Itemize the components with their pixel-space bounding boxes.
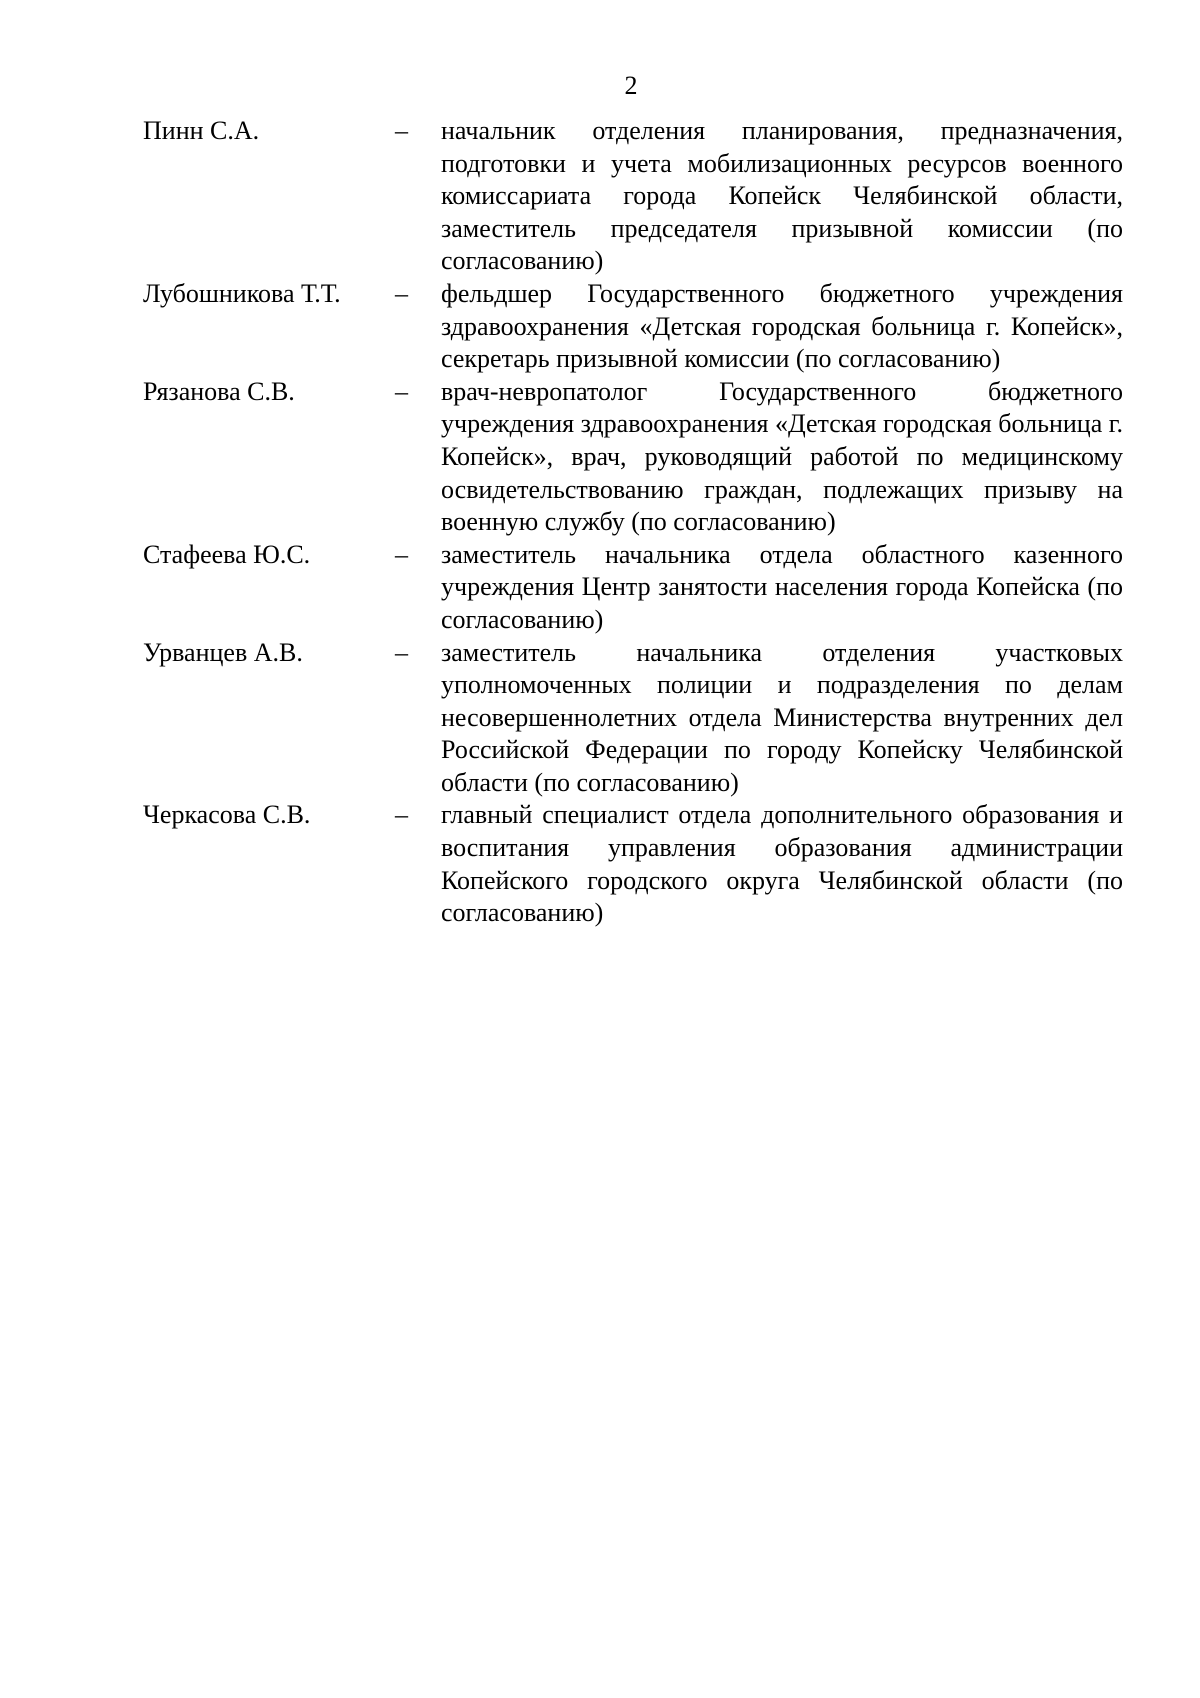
member-name: Рязанова С.В.: [143, 376, 295, 406]
member-name: Пинн С.А.: [143, 116, 260, 145]
member-dash: –: [395, 637, 408, 667]
member-role: фельдшер Государственного бюджетного учреждения здравоохранения «Детская городская больница г. Копейск», секретарь призывной комиссии (по согласованию): [441, 278, 1123, 374]
member-role: заместитель начальника отделения участковых уполномоченных полиции и подразделения по делам несовершеннолетних отдела Министерства внутренних дел Российской Федерации по городу Копейску Челябинской области (по согласованию): [441, 637, 1123, 797]
member-dash: –: [395, 278, 408, 308]
member-role: заместитель начальника отдела областного казенного учреждения Центр занятости населения города Копейска (по согласованию): [441, 539, 1123, 634]
member-dash: –: [395, 800, 408, 830]
member-name: Урванцев А.В.: [143, 637, 303, 667]
member-row: [143, 376, 1123, 539]
member-row: [143, 278, 1123, 376]
member-role: начальник отделения планирования, предназначения, подготовки и учета мобилизационных ресурсов военного комиссариата города Копейск Челябинской области, заместитель председателя призывной комиссии (по согласованию): [441, 116, 1123, 276]
member-row: [143, 637, 1123, 800]
member-dash: –: [395, 376, 408, 406]
member-role: главный специалист отдела дополнительного образования и воспитания управления образования администрации Копейского городского округа Челябинской области (по согласованию): [441, 800, 1123, 928]
page-number: 2: [624, 71, 638, 100]
member-name: Черкасова С.В.: [143, 800, 311, 830]
member-row: [143, 539, 1123, 637]
member-dash: –: [395, 116, 408, 145]
member-name: Стафеева Ю.С.: [143, 539, 311, 569]
member-dash: –: [395, 539, 408, 569]
member-row: [143, 115, 1123, 278]
member-role: врач-невропатолог Государственного бюджетного учреждения здравоохранения «Детская городская больница г. Копейск», врач, руководящий работой по медицинскому освидетельствованию граждан, подлежащих призыву на военную службу (по согласованию): [441, 376, 1123, 537]
member-name: Лубошникова Т.Т.: [143, 278, 341, 308]
member-row: [143, 799, 1123, 929]
members-list: [143, 115, 1123, 930]
